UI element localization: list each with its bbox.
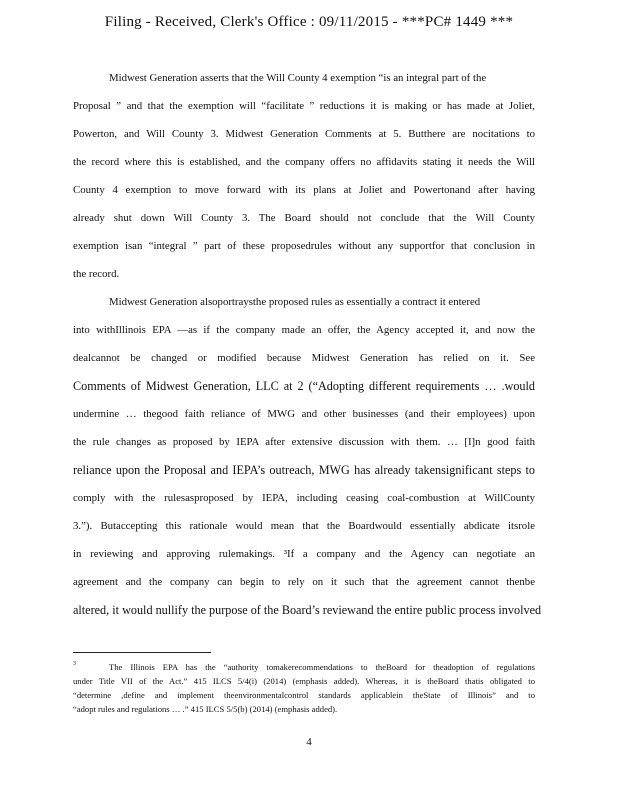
document-body: [73, 64, 542, 624]
paragraph-2-line: agreement and the company can begin to rely on it such that the agreement cannot thenbe: [73, 576, 535, 588]
footnote-text: The Illinois EPA has the “authority tomakerecommendations to theBoard for theadoption of regulations: [109, 662, 535, 672]
paragraph-1-line: County 4 exemption to move forward with its plans at Joliet and Powertonand after having: [73, 184, 535, 196]
paragraph-2-line: Midwest Generation alsoportraysthe proposed rules as essentially a contract it entered: [109, 296, 481, 308]
footnote-separator: [73, 652, 211, 653]
paragraph-1-line: Powerton, and Will County 3. Midwest Generation Comments at 5. Butthere are nocitations to: [73, 128, 535, 140]
footnote-line: under Title VII of the Act.” 415 ILCS 5/4(i) (2014) (emphasis added). Whereas, it is theBoard thatis obligated to: [73, 676, 535, 686]
footnote-line: “adopt rules and regulations … .” 415 ILCS 5/5(b) (2014) (emphasis added).: [73, 704, 338, 714]
paragraph-1-line: exemption isan “integral ” part of these proposedrules without any supportfor that conclusion in: [73, 240, 535, 252]
paragraph-2-line: into withIllinois EPA —as if the company made an offer, the Agency accepted it, and now the: [73, 324, 535, 336]
footnote-line: [73, 660, 535, 674]
paragraph-2-line: in reviewing and approving rulemakings. ³If a company and the Agency can negotiate an: [73, 548, 535, 560]
page-number: 4: [306, 736, 312, 748]
paragraph-1-line: Midwest Generation asserts that the Will County 4 exemption “is an integral part of the: [109, 72, 487, 84]
filing-header: Filing - Received, Clerk's Office : 09/11/2015 - ***PC# 1449 ***: [104, 14, 514, 30]
paragraph-1-line: already shut down Will County 3. The Board should not conclude that the Will County: [73, 212, 535, 224]
paragraph-2-line: altered, it would nullify the purpose of the Board’s reviewand the entire public process involved: [73, 603, 542, 617]
footnote: [73, 660, 535, 716]
paragraph-2-line: comply with the rulesasproposed by IEPA, including ceasing coal-combustion at WillCounty: [73, 492, 535, 504]
paragraph-2-line: undermine … thegood faith reliance of MWG and other businesses (and their employees) upon: [73, 408, 535, 420]
footnote-marker: 3: [73, 661, 76, 667]
paragraph-2-line: Comments of Midwest Generation, LLC at 2 (“Adopting different requirements … .would: [73, 379, 535, 393]
paragraph-1-line: the record where this is established, and the company offers no affidavits stating it needs the Will: [73, 156, 535, 168]
paragraph-2-line: 3.”). Butaccepting this rationale would mean that the Boardwould essentially abdicate itsrole: [73, 520, 535, 532]
paragraph-2-line: dealcannot be changed or modified because Midwest Generation has relied on it. See: [73, 352, 535, 364]
paragraph-2-line: reliance upon the Proposal and IEPA’s outreach, MWG has already takensignificant steps to: [73, 463, 535, 477]
footnote-line: “determine ,define and implement theenvironmentalcontrol standards applicablein theState of Illinois” and to: [73, 690, 535, 700]
paragraph-1-line: the record.: [73, 268, 120, 280]
paragraph-1-line: Proposal ” and that the exemption will “facilitate ” reductions it is making or has made at Joliet,: [73, 100, 535, 112]
paragraph-2-line: the rule changes as proposed by IEPA after extensive discussion with them. … [I]n good faith: [73, 436, 535, 448]
